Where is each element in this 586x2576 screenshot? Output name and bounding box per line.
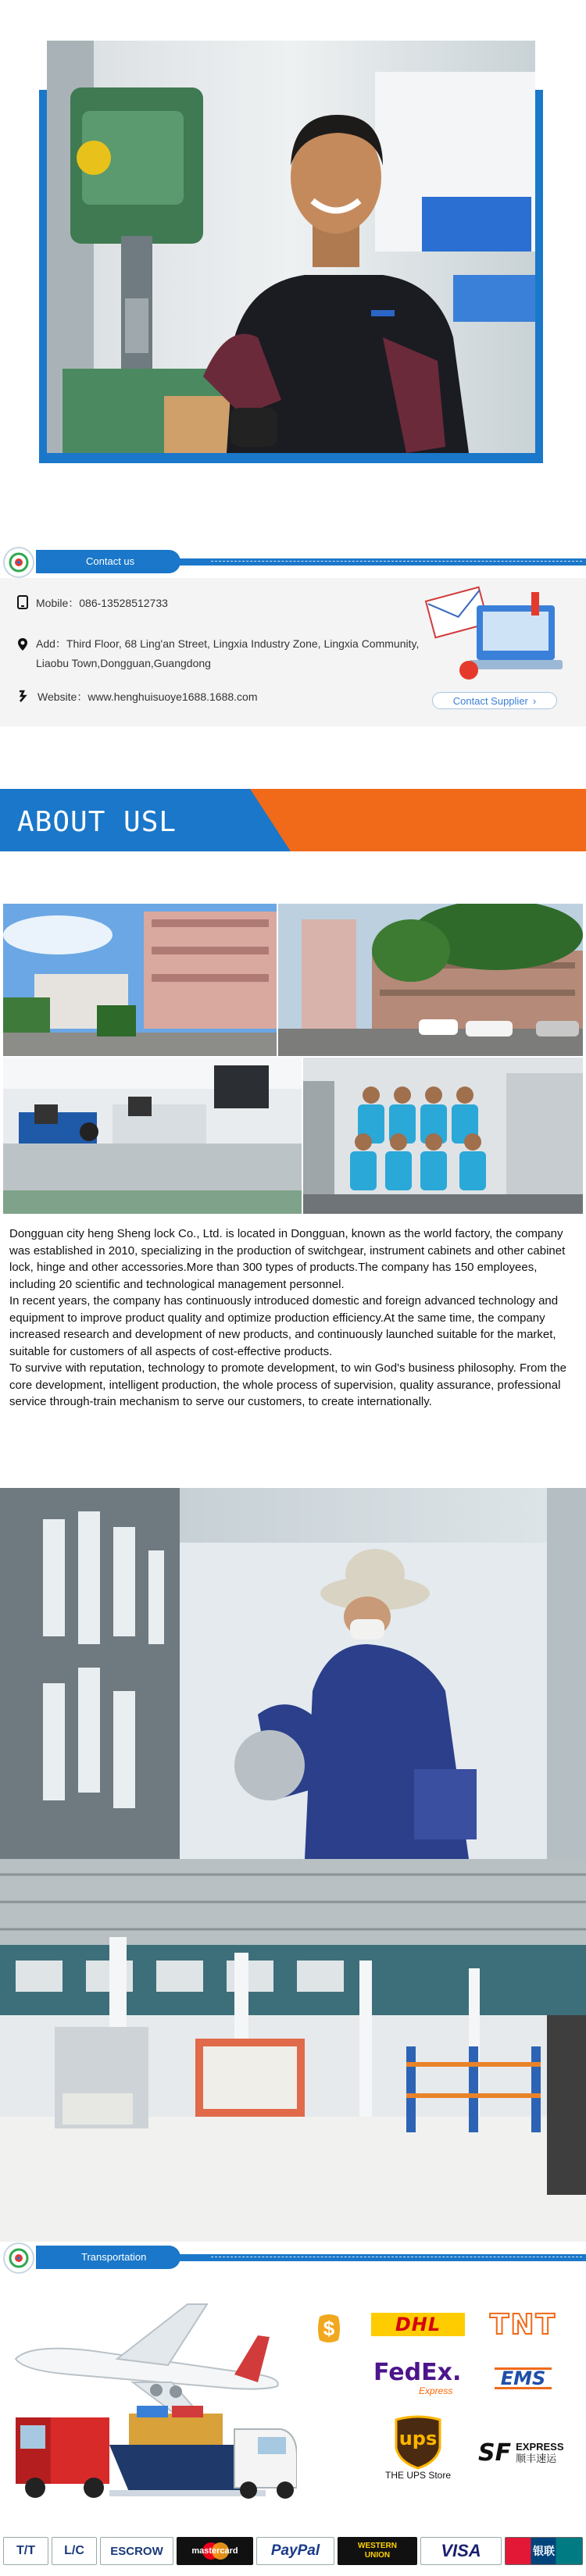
photo-spray-painting-worker [0, 1488, 586, 1859]
photo-factory-building-left [3, 904, 277, 1056]
photo-factory-floor [0, 1859, 586, 2242]
payment-mastercard-label: mastercard [191, 2546, 238, 2556]
contact-website-row [17, 689, 408, 705]
fedex-logo-text: FedEx. [373, 2359, 462, 2386]
contact-supplier-button[interactable] [432, 692, 557, 709]
payment-paypal [256, 2537, 334, 2565]
about-paragraph-2: In recent years, the company has continuously introduced domestic and foreign advanced technology and equipment to improve product quality and optimize production efficiency.At the same time, the company increased research and development of new products, and continuously launched suitable for the market, suitable for customers of all aspects of cost-effective products. [9, 1294, 559, 1358]
chevron-right-icon: › [532, 694, 537, 707]
website-label: Website： [38, 690, 88, 703]
about-banner [0, 789, 586, 851]
payment-escrow-label: ESCROW [110, 2544, 163, 2558]
link-icon [17, 689, 30, 705]
dhl-logo [371, 2313, 465, 2336]
tnt-logo-text: TNT [489, 2308, 557, 2341]
payment-visa-label: VISA [441, 2541, 481, 2560]
payment-lc [52, 2537, 97, 2565]
sf-logo-chinese: 顺丰速运 [516, 2453, 557, 2464]
photo-office-workstations [3, 1058, 302, 1214]
hero-photo-worker-drill [47, 41, 535, 453]
about-paragraph-1: Dongguan city heng Sheng lock Co., Ltd. is located in Dongguan, known as the world factory, the company was established in 2010, specializing in the production of switchgear, instrument cabinets and other cabinet lock, hinge and other accessories.More than 300 types of products.The company has 150 employees, including 20 scientific and technological management personnel. [9, 1227, 566, 1291]
transport-section-label: Transportation [81, 2251, 147, 2263]
about-paragraph-3: To survive with reputation, technology to promote development, to win God's business philosophy. From the core development, intelligent production, the whole process of supervision, quality assurance, professional service through-train mechanism to serve our customers, to create internationally. [9, 1361, 566, 1408]
sf-logo-english: EXPRESS [516, 2441, 564, 2453]
payment-paypal-label: PayPal [270, 2542, 320, 2559]
ups-logo-text: ups [398, 2428, 438, 2449]
fedex-express-text: Express [419, 2385, 453, 2396]
phone-icon [17, 595, 28, 612]
logo-badge-icon [3, 547, 34, 578]
dhl-logo-text: DHL [395, 2314, 441, 2335]
transport-header-bar [0, 2246, 586, 2269]
fedex-logo [373, 2360, 467, 2399]
dollar-coin-icon [309, 2306, 349, 2346]
ems-logo-text: EMS [495, 2367, 552, 2389]
ups-logo [384, 2415, 452, 2485]
payment-unionpay-label: 银联 [533, 2545, 555, 2557]
website-link[interactable]: www.henghuisuoye1688.1688.com [88, 690, 258, 703]
mobile-label: Mobile： [36, 597, 80, 609]
tnt-logo [478, 2306, 568, 2343]
address-text: Third Floor, 68 Ling'an Street, Lingxia Industry Zone, Lingxia Community, Liaobu Town,Dongguan,Guangdong [36, 637, 420, 669]
payment-unionpay [505, 2537, 583, 2565]
contact-address-row [17, 634, 423, 673]
payment-escrow [100, 2537, 173, 2565]
sf-logo-mark: SF [478, 2439, 512, 2467]
payment-lc-label: L/C [64, 2544, 84, 2557]
location-pin-icon [17, 637, 28, 658]
payment-tt-label: T/T [16, 2544, 35, 2557]
photo-factory-building-right [278, 904, 583, 1056]
address-label: Add： [36, 637, 66, 650]
payment-mastercard [177, 2537, 253, 2565]
ems-logo [478, 2367, 568, 2390]
contact-header-bar [0, 550, 586, 573]
about-title: ABOUT USL [17, 806, 177, 838]
mobile-number[interactable]: 086-13528512733 [79, 597, 168, 609]
svg-text:$: $ [323, 2317, 335, 2340]
transport-vehicles-illustration [0, 2273, 297, 2523]
payment-tt [3, 2537, 48, 2565]
payment-visa [420, 2537, 502, 2565]
payment-western-union [338, 2537, 417, 2565]
ups-store-caption: THE UPS Store [384, 2470, 452, 2481]
about-description [9, 1226, 581, 1411]
contact-section-label: Contact us [86, 555, 135, 567]
photo-team-group [303, 1058, 583, 1214]
contact-mobile-row [17, 595, 408, 612]
contact-illustration [422, 586, 563, 691]
contact-supplier-label: Contact Supplier [452, 694, 528, 707]
payment-western-union-label: WESTERN UNION [358, 2542, 397, 2560]
logo-badge-icon [3, 2242, 34, 2274]
sf-express-logo [478, 2435, 576, 2470]
